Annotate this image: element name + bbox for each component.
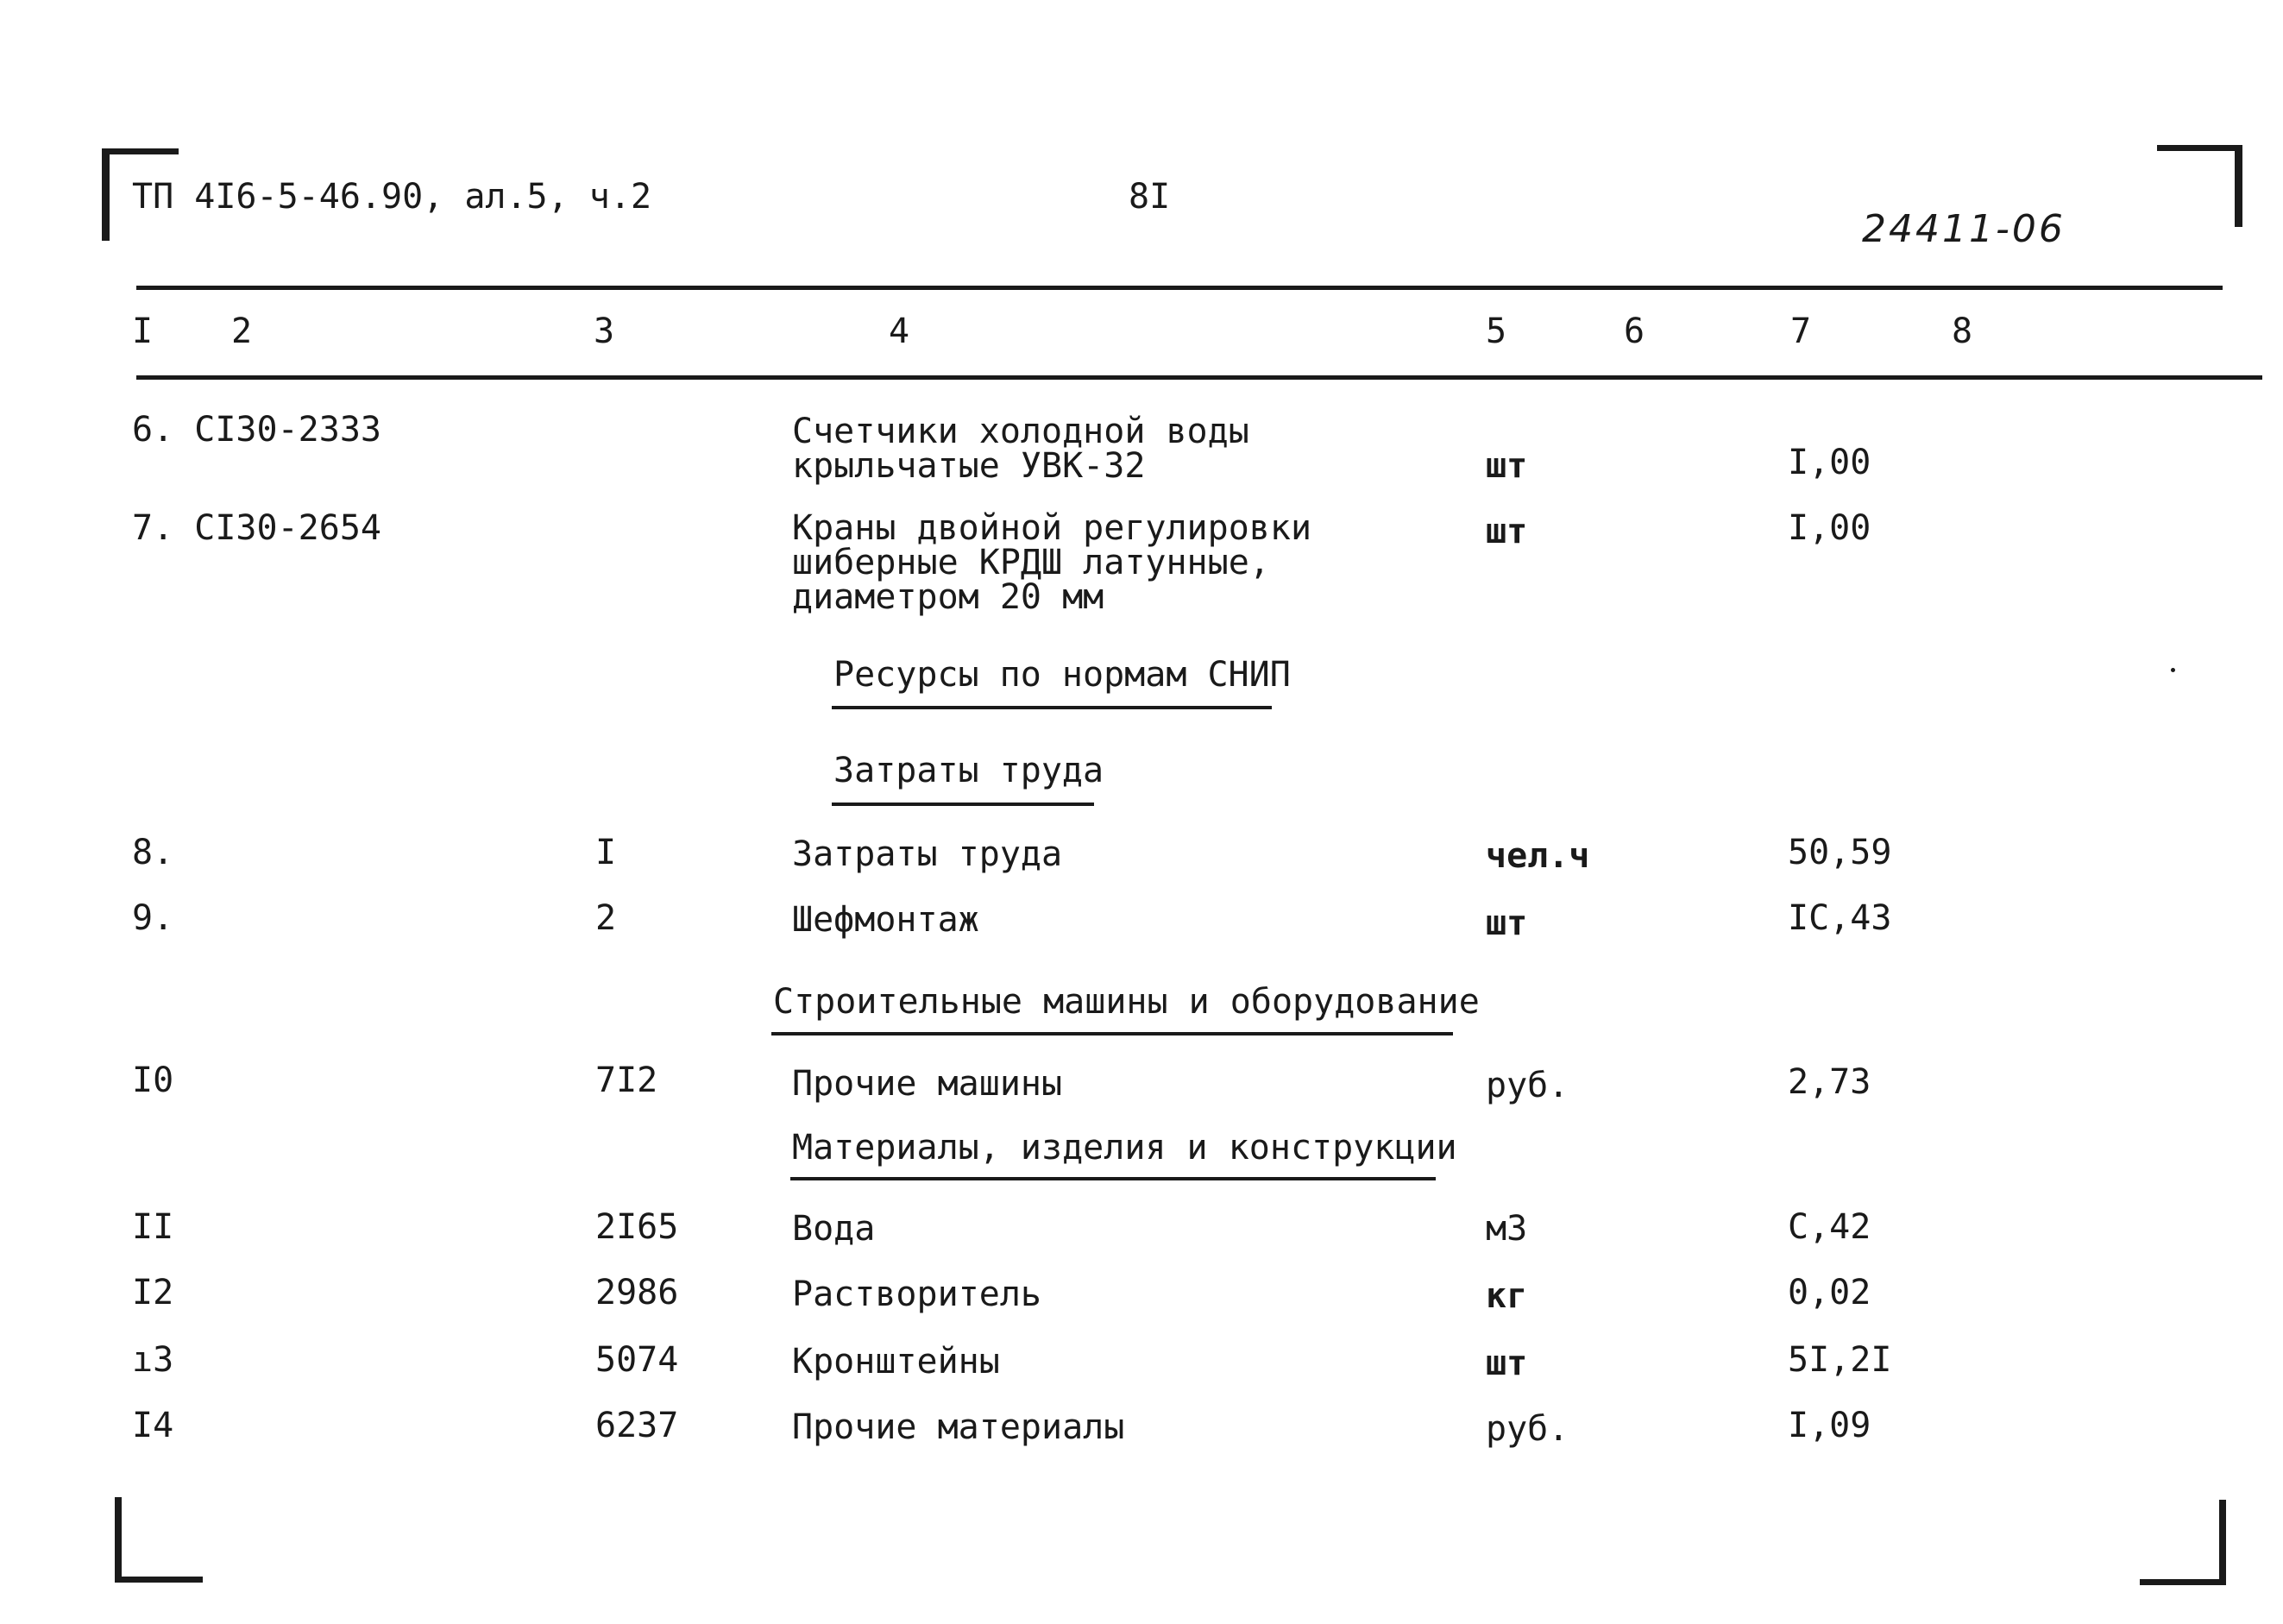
row-description xyxy=(792,412,1249,486)
section-heading-machines: Строительные машины и оборудование xyxy=(773,982,1480,1022)
column-number: 4 xyxy=(889,312,910,351)
row-code: I xyxy=(595,833,617,872)
table-top-rule xyxy=(136,286,2223,290)
row-description xyxy=(792,508,1312,617)
row-number: 7. СI30-2654 xyxy=(132,508,381,548)
row-number: 9. xyxy=(132,898,174,938)
page-number: 8I xyxy=(1129,177,1171,217)
row-value: 0,02 xyxy=(1788,1273,1871,1312)
row-description: Шефмонтаж xyxy=(792,900,979,940)
row-number: I4 xyxy=(132,1406,174,1445)
row-unit: руб. xyxy=(1486,1066,1569,1105)
section-heading-underline xyxy=(832,706,1272,709)
row-code: 2I65 xyxy=(595,1207,679,1247)
scan-speck xyxy=(2171,668,2175,672)
column-number: 5 xyxy=(1486,312,1507,351)
section-heading-underline xyxy=(790,1177,1436,1180)
column-number: I xyxy=(132,312,154,351)
row-number: I2 xyxy=(132,1273,174,1312)
corner-mark-bottom-left xyxy=(115,1497,203,1583)
row-description: Вода xyxy=(792,1209,876,1249)
column-number: 2 xyxy=(231,312,253,351)
corner-mark-top-right xyxy=(2157,145,2242,227)
row-number: 8. xyxy=(132,833,174,872)
description-line: шиберные КРДШ латунные, xyxy=(792,543,1270,582)
table-header-rule xyxy=(136,375,2262,380)
column-number: 3 xyxy=(594,312,615,351)
description-line: Счетчики холодной воды xyxy=(792,412,1249,451)
row-code: 6237 xyxy=(595,1406,679,1445)
description-line: диаметром 20 мм xyxy=(792,577,1104,617)
row-unit: кг xyxy=(1486,1276,1528,1316)
section-heading-materials: Материалы, изделия и конструкции xyxy=(792,1128,1457,1168)
handwritten-archive-code: 24411-06 xyxy=(1862,207,2066,251)
row-value: C,42 xyxy=(1788,1207,1871,1247)
row-value: I,00 xyxy=(1788,443,1871,482)
row-value: 5I,2I xyxy=(1788,1340,1892,1380)
row-value: IC,43 xyxy=(1788,898,1892,938)
row-description: Растворитель xyxy=(792,1275,1041,1314)
row-value: 50,59 xyxy=(1788,833,1892,872)
document-reference: ТП 4I6-5-46.90, ал.5, ч.2 xyxy=(132,177,652,217)
section-heading-labor: Затраты труда xyxy=(833,751,1104,790)
column-number: 6 xyxy=(1624,312,1645,351)
row-unit: шт xyxy=(1486,903,1528,943)
row-number: I0 xyxy=(132,1061,174,1100)
row-number: 6. СI30-2333 xyxy=(132,410,381,450)
row-unit: чел.ч xyxy=(1486,836,1590,876)
row-code: 7I2 xyxy=(595,1061,658,1100)
row-number: II xyxy=(132,1207,174,1247)
description-line: Краны двойной регулировки xyxy=(792,508,1312,548)
description-line: крыльчатые УВК-32 xyxy=(792,446,1146,486)
column-number: 8 xyxy=(1952,312,1973,351)
section-heading-underline xyxy=(832,803,1094,806)
row-code: 2 xyxy=(595,898,617,938)
row-value: I,00 xyxy=(1788,508,1871,548)
row-description: Кронштейны xyxy=(792,1342,1000,1382)
row-unit: м3 xyxy=(1486,1209,1528,1249)
row-code: 5074 xyxy=(595,1340,679,1380)
row-value: I,09 xyxy=(1788,1406,1871,1445)
row-unit: шт xyxy=(1486,446,1528,486)
row-code: 2986 xyxy=(595,1273,679,1312)
row-unit: шт xyxy=(1486,512,1528,551)
corner-mark-bottom-right xyxy=(2140,1500,2226,1585)
row-description: Прочие машины xyxy=(792,1064,1063,1104)
section-heading-underline xyxy=(771,1032,1453,1035)
row-unit: руб. xyxy=(1486,1409,1569,1449)
section-heading-resources: Ресурсы по нормам СНИП xyxy=(833,655,1291,695)
row-number: ıЗ xyxy=(132,1340,174,1380)
column-number: 7 xyxy=(1790,312,1812,351)
row-unit: шт xyxy=(1486,1344,1528,1383)
row-description: Затраты труда xyxy=(792,834,1063,874)
row-value: 2,73 xyxy=(1788,1062,1871,1102)
row-description: Прочие материалы xyxy=(792,1407,1125,1447)
